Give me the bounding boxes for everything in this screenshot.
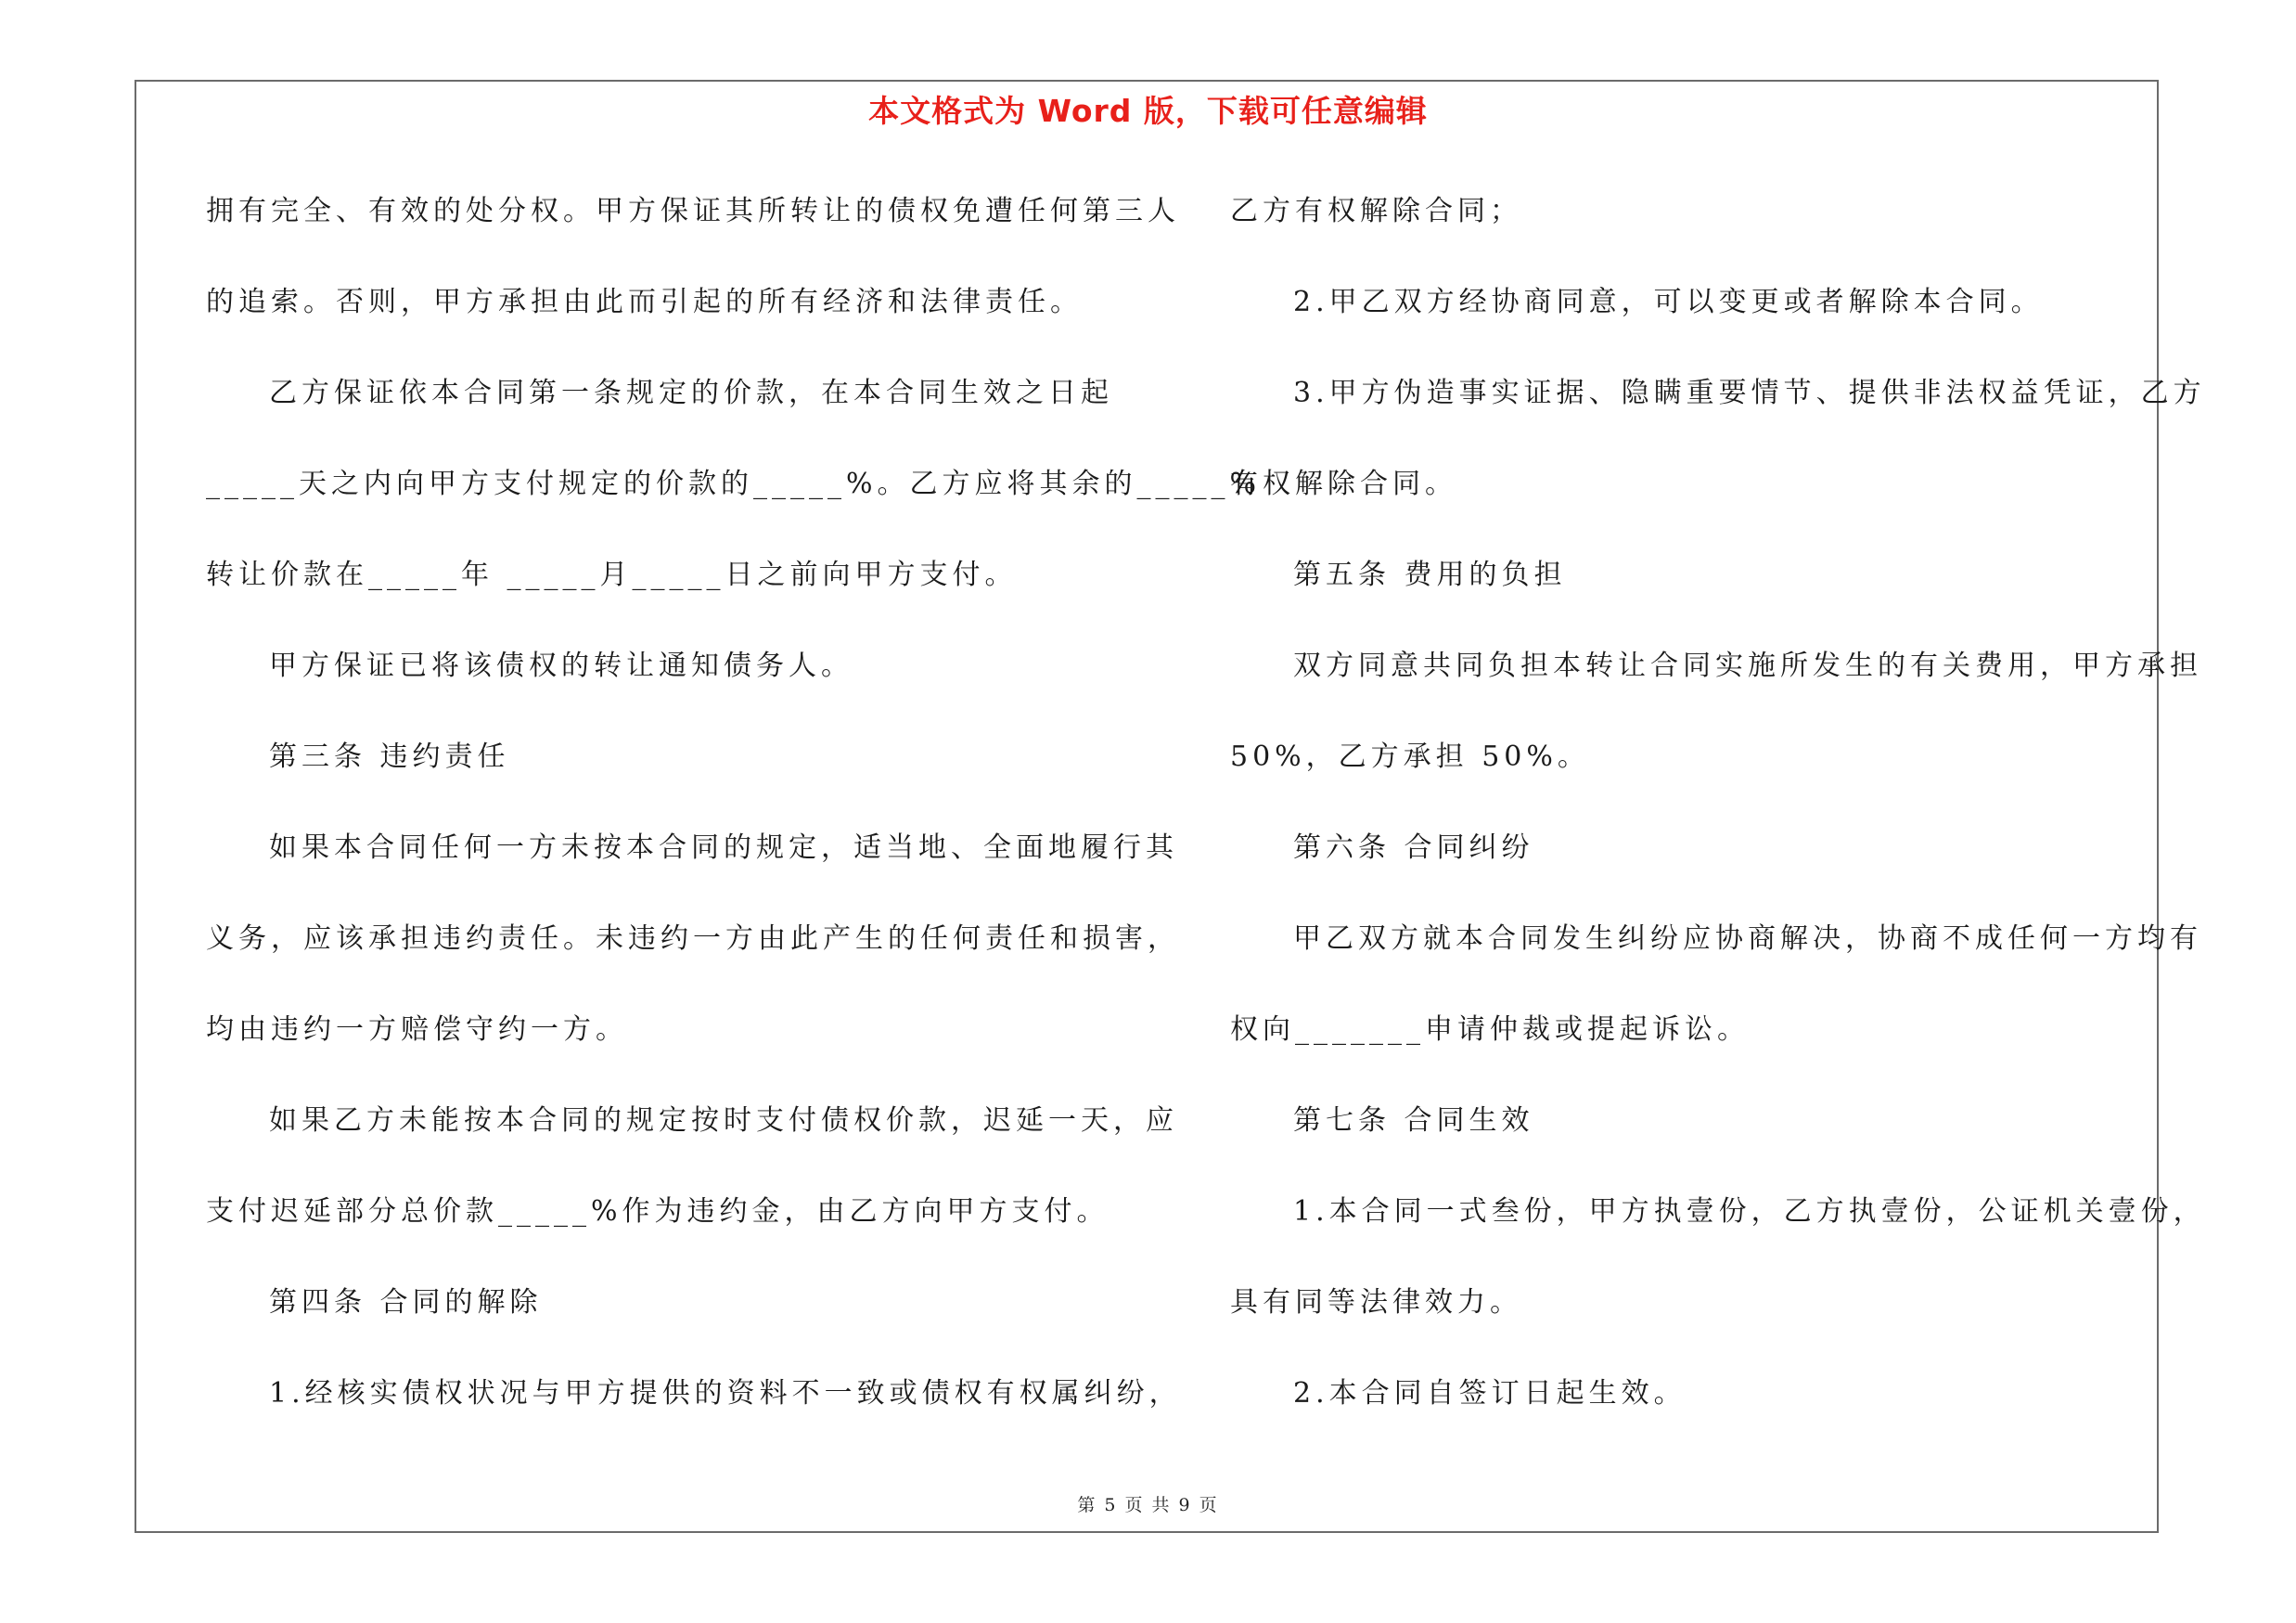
paragraph-line: 均由违约一方赔偿守约一方。: [206, 1013, 628, 1046]
right-column: [1230, 184, 2206, 1457]
paragraph-line: 义务，应该承担违约责任。未违约一方由此产生的任何责任和损害，: [206, 922, 1180, 955]
paragraph-line: 拥有完全、有效的处分权。甲方保证其所转让的债权免遭任何第三人: [206, 195, 1180, 227]
paragraph-line: 转让价款在_____年 _____月_____日之前向甲方支付。: [206, 559, 1018, 591]
paragraph-line: 权向_______申请仲裁或提起诉讼。: [1230, 1013, 1750, 1046]
paragraph-line: 1.经核实债权状况与甲方提供的资料不一致或债权有权属纠纷，: [269, 1377, 1182, 1410]
paragraph-line: 乙方保证依本合同第一条规定的价款，在本合同生效之日起: [269, 377, 1113, 409]
paragraph-line: 1.本合同一式叁份，甲方执壹份，乙方执壹份，公证机关壹份，: [1293, 1195, 2206, 1228]
paragraph-line: 的追索。否则，甲方承担由此而引起的所有经济和法律责任。: [206, 286, 1083, 318]
paragraph-line: 有权解除合同。: [1230, 468, 1457, 500]
paragraph-line: 具有同等法律效力。: [1230, 1286, 1522, 1319]
paragraph-line: 支付迟延部分总价款_____%作为违约金，由乙方向甲方支付。: [206, 1195, 1110, 1228]
paragraph-line: 甲乙双方就本合同发生纠纷应协商解决，协商不成任何一方均有: [1293, 922, 2202, 955]
left-column: [206, 184, 1262, 1457]
paragraph-line: _____天之内向甲方支付规定的价款的_____%。乙方应将其余的_____%: [206, 468, 1262, 500]
paragraph-line: 双方同意共同负担本转让合同实施所发生的有关费用，甲方承担: [1293, 650, 2202, 682]
paragraph-line: 第六条 合同纠纷: [1293, 831, 1534, 864]
paragraph-line: 如果本合同任何一方未按本合同的规定，适当地、全面地履行其: [269, 831, 1178, 864]
page-footer: 第 5 页 共 9 页: [1077, 1495, 1219, 1515]
paragraph-line: 2.甲乙双方经协商同意，可以变更或者解除本合同。: [1293, 286, 2044, 318]
paragraph-line: 第七条 合同生效: [1293, 1104, 1534, 1137]
paragraph-line: 乙方有权解除合同；: [1230, 195, 1522, 227]
paragraph-line: 如果乙方未能按本合同的规定按时支付债权价款，迟延一天，应: [269, 1104, 1178, 1137]
paragraph-line: 3.甲方伪造事实证据、隐瞒重要情节、提供非法权益凭证，乙方: [1293, 377, 2206, 409]
paragraph-line: 50%，乙方承担 50%。: [1230, 741, 1590, 773]
paragraph-line: 第五条 费用的负担: [1293, 559, 1567, 591]
paragraph-line: 第四条 合同的解除: [269, 1286, 543, 1319]
paragraph-line: 第三条 违约责任: [269, 741, 510, 773]
format-banner: 本文格式为 Word 版，下载可任意编辑: [868, 93, 1428, 129]
paragraph-line: 甲方保证已将该债权的转让通知债务人。: [269, 650, 853, 682]
paragraph-line: 2.本合同自签订日起生效。: [1293, 1377, 1687, 1410]
